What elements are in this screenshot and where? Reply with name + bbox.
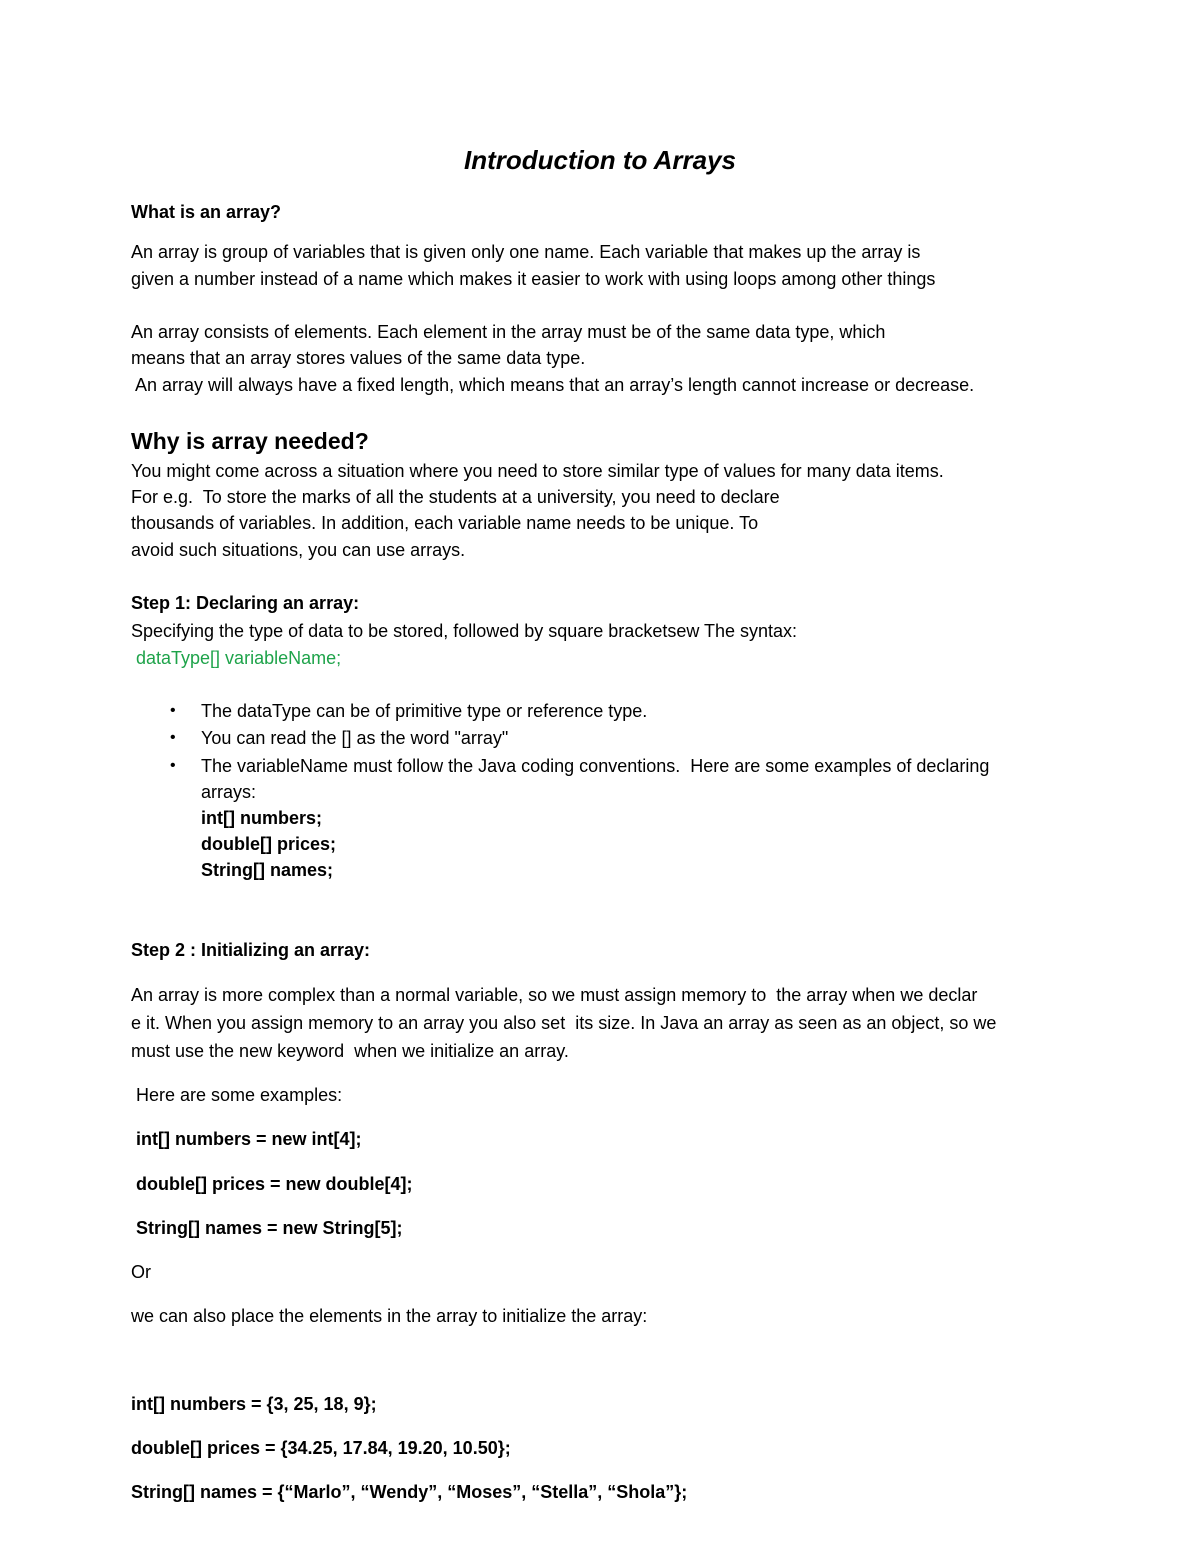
step2-text-line: must use the new keyword when we initialize an array. bbox=[131, 1041, 569, 1061]
step2-text-line: An array is more complex than a normal variable, so we must assign memory to the array when we declar bbox=[131, 985, 978, 1005]
init-example: double[] prices = new double[4]; bbox=[131, 1174, 413, 1194]
why-line: For e.g. To store the marks of all the students at a university, you need to declare bbox=[131, 487, 780, 507]
why-heading: Why is array needed? bbox=[131, 428, 369, 454]
init-example: String[] names = new String[5]; bbox=[131, 1218, 403, 1238]
bullet-icon: • bbox=[170, 702, 176, 719]
intro-line: An array will always have a fixed length, which means that an array’s length cannot increase or decrease. bbox=[131, 375, 975, 395]
intro-line: means that an array stores values of the same data type. bbox=[131, 348, 586, 368]
bullet-icon: • bbox=[170, 729, 176, 746]
syntax-code: dataType[] variableName; bbox=[131, 648, 342, 668]
bullet-item-continuation: arrays: bbox=[201, 782, 257, 802]
declare-example: String[] names; bbox=[201, 860, 334, 880]
bullet-item: You can read the [] as the word "array" bbox=[201, 728, 509, 748]
init-example: int[] numbers = new int[4]; bbox=[131, 1129, 362, 1149]
declare-example: int[] numbers; bbox=[201, 808, 322, 828]
literal-example: double[] prices = {34.25, 17.84, 19.20, 10.50}; bbox=[131, 1438, 511, 1458]
step1-text: Specifying the type of data to be stored, followed by square bracketsew The syntax: bbox=[131, 621, 798, 641]
step2-heading: Step 2 : Initializing an array: bbox=[131, 940, 371, 960]
intro-line: given a number instead of a name which makes it easier to work with using loops among other things bbox=[131, 269, 936, 289]
step2-text-line: e it. When you assign memory to an array you also set its size. In Java an array as seen as an object, so we bbox=[131, 1013, 997, 1033]
literal-example: String[] names = {“Marlo”, “Wendy”, “Moses”, “Stella”, “Shola”}; bbox=[131, 1482, 688, 1502]
bullet-item: The variableName must follow the Java coding conventions. Here are some examples of declaring bbox=[201, 756, 990, 776]
why-line: You might come across a situation where you need to store similar type of values for many data items. bbox=[131, 461, 944, 481]
intro-line: An array is group of variables that is given only one name. Each variable that makes up the array is bbox=[131, 242, 921, 262]
place-text: we can also place the elements in the array to initialize the array: bbox=[131, 1306, 648, 1326]
why-line: thousands of variables. In addition, each variable name needs to be unique. To bbox=[131, 513, 759, 533]
examples-intro: Here are some examples: bbox=[131, 1085, 343, 1105]
step1-heading: Step 1: Declaring an array: bbox=[131, 593, 360, 613]
page-title: Introduction to Arrays bbox=[463, 145, 737, 175]
literal-example: int[] numbers = {3, 25, 18, 9}; bbox=[131, 1394, 377, 1414]
why-line: avoid such situations, you can use arrays. bbox=[131, 540, 466, 560]
bullet-icon: • bbox=[170, 757, 176, 774]
declare-example: double[] prices; bbox=[201, 834, 337, 854]
intro-line: An array consists of elements. Each element in the array must be of the same data type, which bbox=[131, 322, 886, 342]
what-heading: What is an array? bbox=[131, 202, 282, 222]
or-text: Or bbox=[131, 1262, 151, 1282]
bullet-item: The dataType can be of primitive type or reference type. bbox=[201, 701, 648, 721]
